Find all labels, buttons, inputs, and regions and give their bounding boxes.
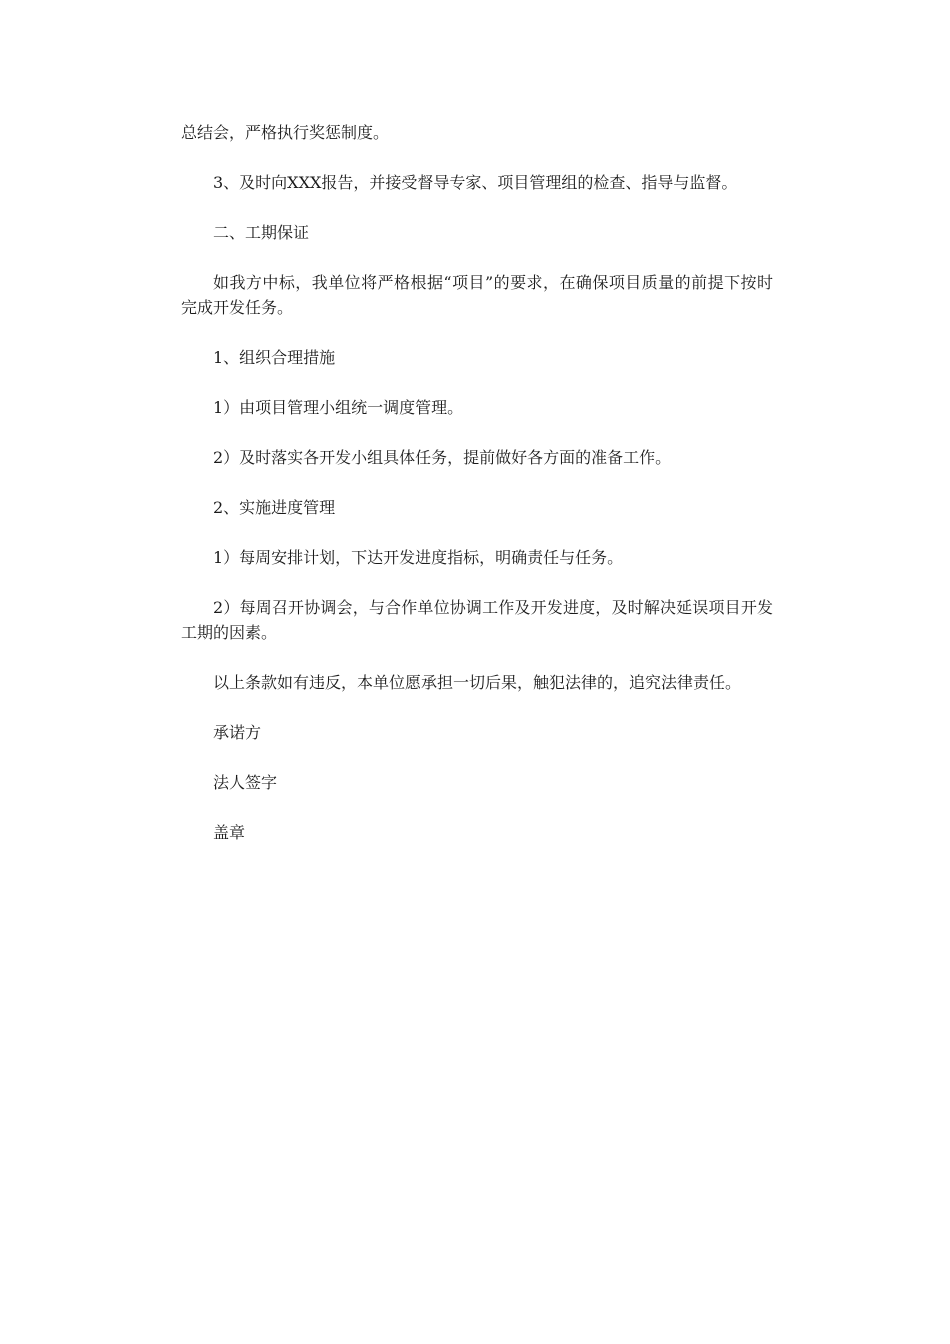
paragraph-liability-statement: 以上条款如有违反，本单位愿承担一切后果，触犯法律的，追究法律责任。 bbox=[213, 673, 742, 692]
list-item-weekly-meeting: 2）每周召开协调会，与合作单位协调工作及开发进度，及时解决延误项目开发工期的因素。 bbox=[181, 598, 773, 642]
paragraph-item-3-report: 3、及时向XXX报告，并接受督导专家、项目管理组的检查、指导与监督。 bbox=[213, 173, 738, 192]
signature-legal-representative: 法人签字 bbox=[213, 773, 278, 792]
list-item-implement-tasks: 2）及时落实各开发小组具体任务，提前做好各方面的准备工作。 bbox=[213, 448, 672, 467]
section-heading-schedule-guarantee: 二、工期保证 bbox=[213, 223, 310, 242]
subheading-organization-measures: 1、组织合理措施 bbox=[213, 348, 336, 367]
list-item-weekly-plan: 1）每周安排计划，下达开发进度指标，明确责任与任务。 bbox=[213, 548, 624, 567]
paragraph-bid-commitment: 如我方中标，我单位将严格根据“项目”的要求，在确保项目质量的前提下按时完成开发任务。 bbox=[181, 273, 773, 317]
subheading-progress-management: 2、实施进度管理 bbox=[213, 498, 336, 517]
signature-promisor: 承诺方 bbox=[213, 723, 262, 742]
document-body bbox=[181, 120, 773, 870]
signature-seal: 盖章 bbox=[213, 823, 246, 842]
list-item-unified-scheduling: 1）由项目管理小组统一调度管理。 bbox=[213, 398, 464, 417]
paragraph-continuation: 总结会，严格执行奖惩制度。 bbox=[181, 123, 390, 142]
